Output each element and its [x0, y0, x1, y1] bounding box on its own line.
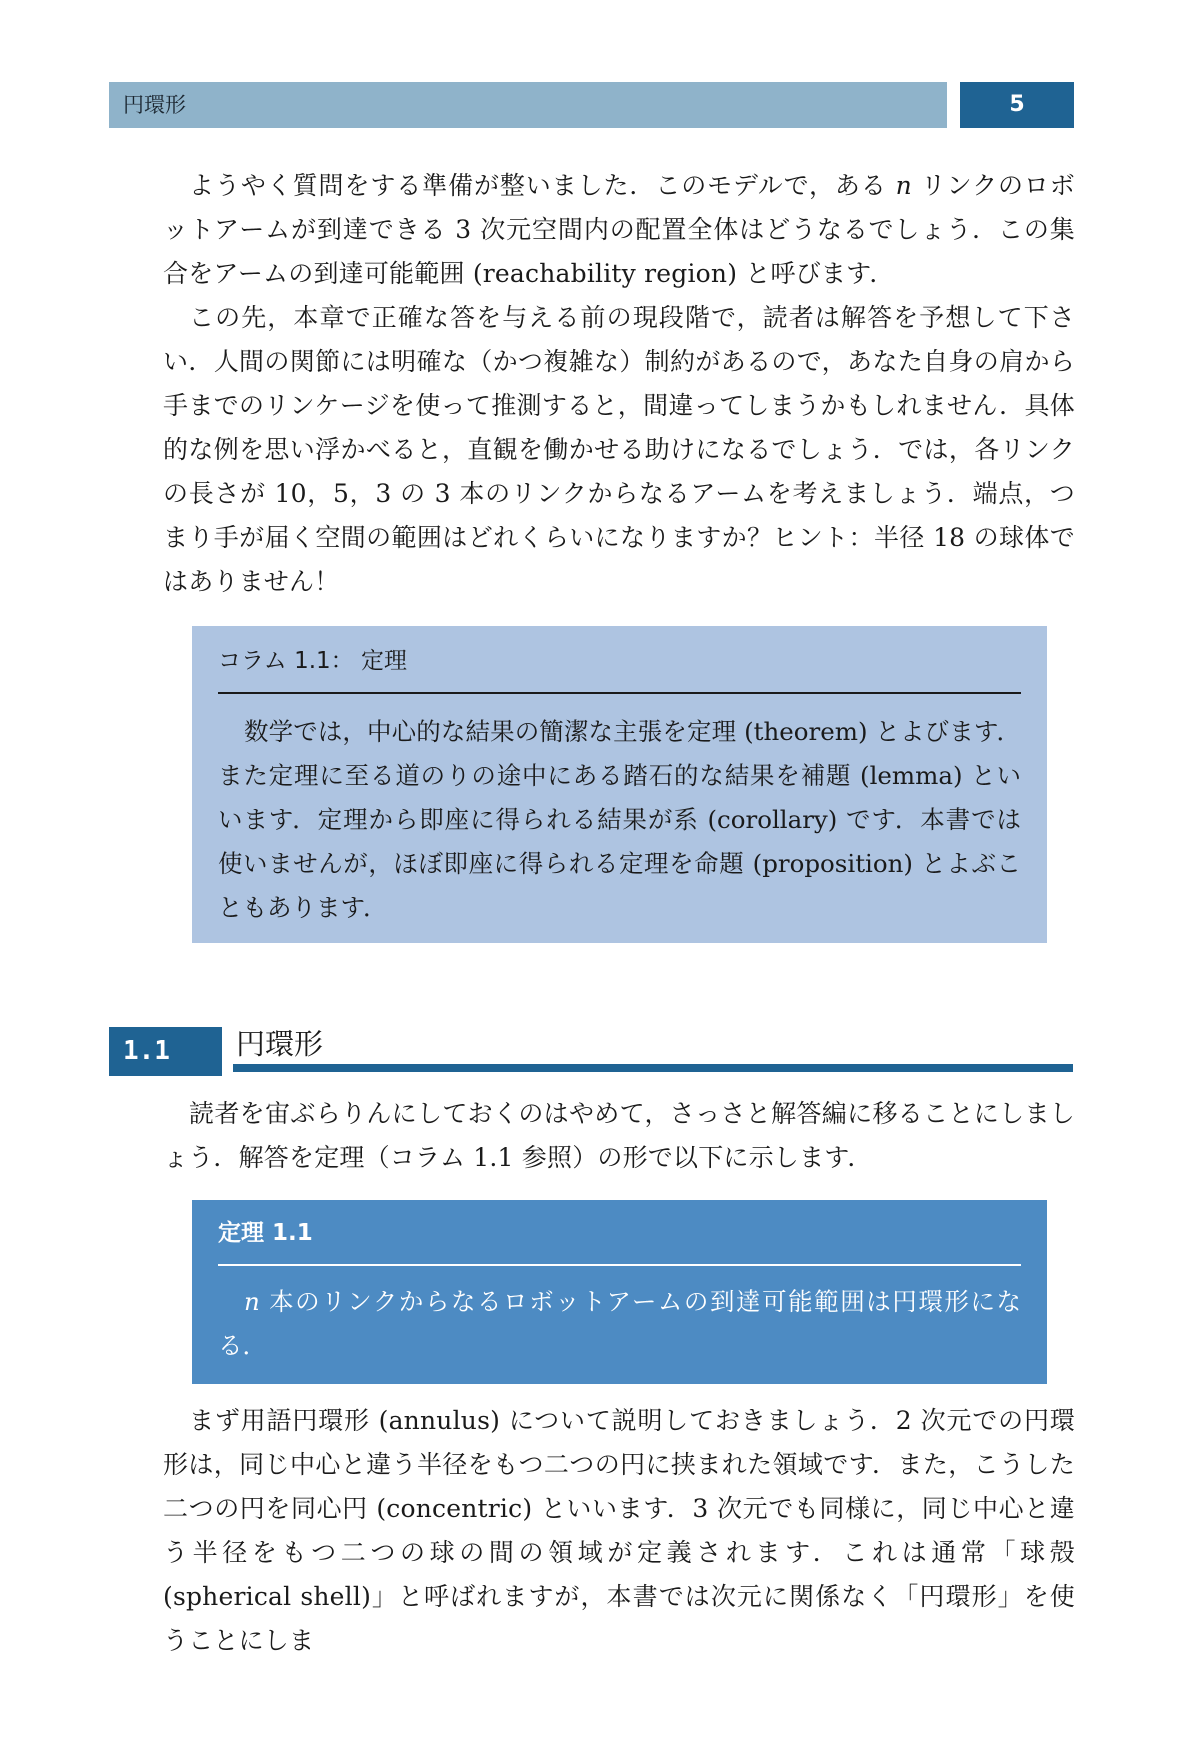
term-lemma: 補題 [800, 761, 852, 790]
theorem-body [218, 1280, 1021, 1368]
term-annulus: 円環形 [292, 1406, 370, 1435]
page-number: 5 [960, 82, 1074, 128]
para1-text-2: リンクのロボットアームが到達できる 3 次元空間内の配置全体はどうなるでしょう．この集合をアームの [163, 171, 1075, 288]
column-text-5: (proposition) とよぶこともあります． [218, 849, 1022, 922]
para4-text-3: (concentric) といいます．3 次元でも同様に，同じ中心と違う半径をもつ二つの球の間の領域が定義されます．これは通常「球殻 (spherical shell)」と呼ばれますが，本書では次元に関係なく「円環形」を使うことにしま [163, 1494, 1075, 1655]
para4-text-2: (annulus) について説明しておきましょう．2 次元での円環形は，同じ中心と違う半径をもつ二つの円に挟まれた領域です．また，こうした二つの円を [163, 1406, 1076, 1523]
term-concentric: 同心円 [290, 1494, 368, 1523]
term-reachability-region: 到達可能範囲 [313, 259, 465, 288]
paragraph-intro-answer: 読者を宙ぶらりんにしておくのはやめて，さっさと解答編に移ることにしましょう．解答を定理（コラム 1.1 参照）の形で以下に示します． [163, 1099, 1075, 1172]
math-variable-n: n [895, 171, 912, 200]
term-theorem: 定理 [686, 717, 737, 746]
para1-text-1: ようやく質問をする準備が整いました．このモデルで，ある [189, 171, 887, 200]
column-title: コラム 1.1： 定理 [218, 644, 1021, 694]
paragraph-reachability [163, 164, 1075, 296]
paragraph-prediction: この先，本章で正確な答を与える前の現段階で，読者は解答を予想して下さい．人間の関節には明確な（かつ複雑な）制約があるので，あなた自身の肩から手までのリンケージを使って推測すると，間違ってしまうかもしれません．具体的な例を思い浮かべると，直観を働かせる助けになるでしょう．では，各リンクの長さが 10，5，3 の 3 本のリンクからなるアームを考えましょう．端点，つまり手が届く空間の範囲はどれくらいになりますか？ヒント：半径 18 の球体ではありません！ [163, 303, 1076, 596]
theorem-title: 定理 1.1 [218, 1216, 1021, 1266]
column-body [218, 710, 1021, 930]
column-text-1: 数学では，中心的な結果の簡潔な主張を [244, 717, 687, 746]
section-rule [233, 1064, 1073, 1072]
column-text-4: (corollary) です．本書では使いませんが，ほぼ即座に得られる定理を [218, 805, 1021, 878]
section-title: 円環形 [236, 1027, 324, 1061]
column-text-2: (theorem) とよびます．また定理に至る道のりの途中にある踏石的な結果を [218, 717, 1022, 790]
theorem-math-n: n [244, 1287, 260, 1316]
para4-text-1: まず用語 [189, 1406, 293, 1435]
term-proposition: 命題 [694, 849, 745, 878]
theorem-box [192, 1200, 1047, 1384]
theorem-text: 本のリンクからなるロボットアームの到達可能範囲は円環形になる． [218, 1287, 1021, 1360]
term-corollary: 系 [673, 805, 699, 834]
section-number: 1.1 [109, 1027, 222, 1076]
para1-text-3: (reachability region) と呼びます． [472, 259, 895, 288]
column-box-theorem [192, 626, 1047, 943]
paragraph-annulus-definition [163, 1399, 1075, 1663]
column-text-3: (lemma) といいます．定理から即座に得られる結果が [218, 761, 1021, 834]
running-header-title: 円環形 [109, 82, 947, 128]
